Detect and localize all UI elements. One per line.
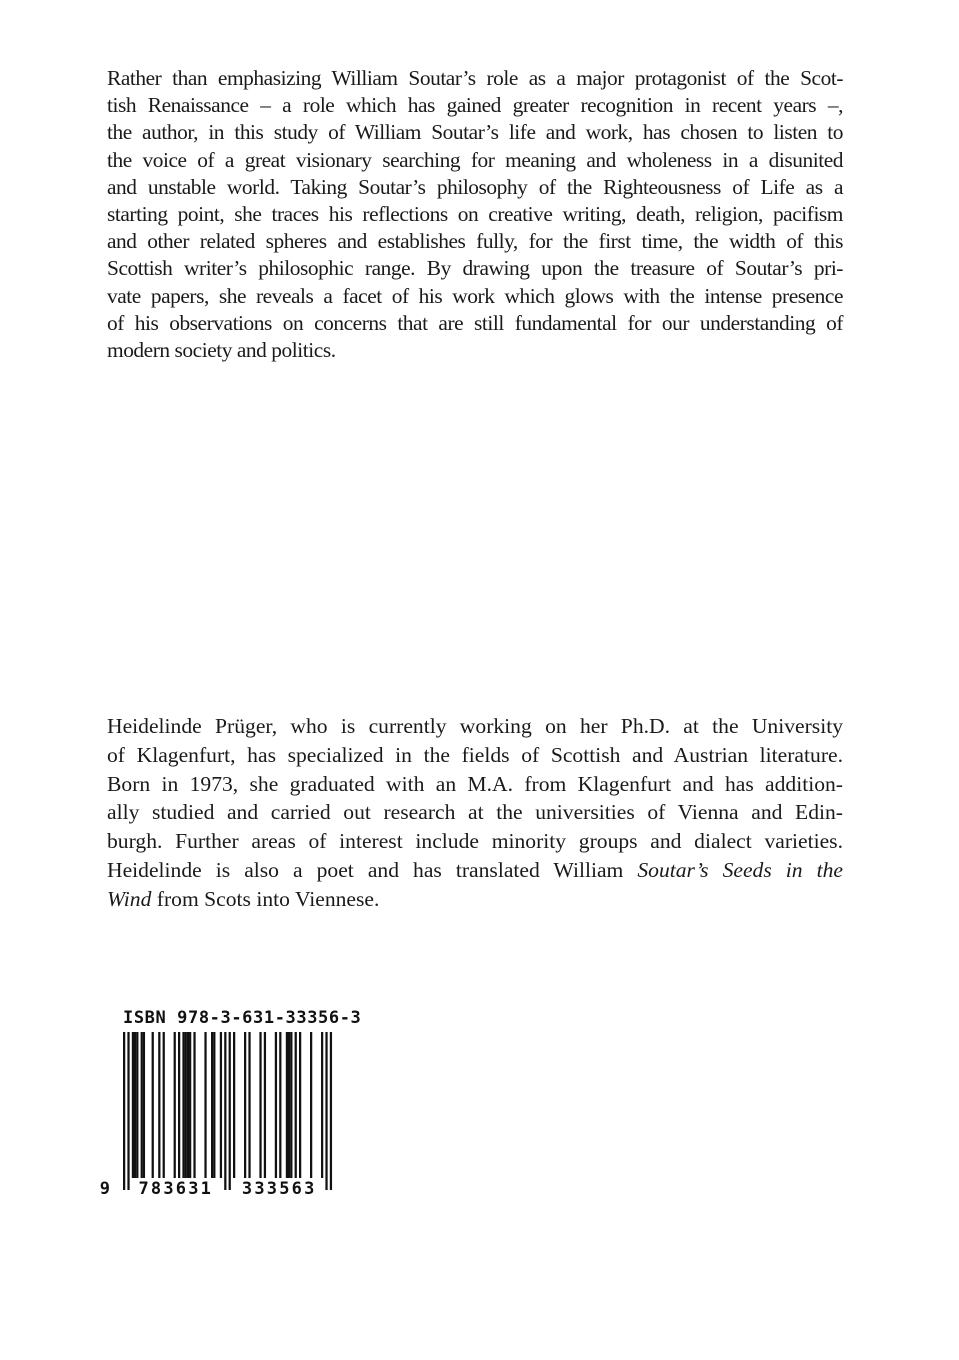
barcode-bar bbox=[134, 1032, 136, 1178]
barcode-bar bbox=[182, 1032, 184, 1178]
barcode-bar bbox=[187, 1032, 189, 1178]
description-line: and unstable world. Taking Soutar’s philosophy of the Righteousness of Life as a bbox=[107, 174, 843, 199]
barcode-bar bbox=[185, 1032, 187, 1178]
barcode-digits-left: 783631 bbox=[138, 1179, 214, 1199]
barcode-guard-bar bbox=[224, 1032, 226, 1190]
ean13-barcode bbox=[100, 1030, 340, 1210]
barcode-bar bbox=[193, 1032, 195, 1178]
book-title-italic: Soutar’s Seeds in the bbox=[637, 857, 843, 882]
barcode-bar bbox=[290, 1032, 292, 1178]
barcode-bar bbox=[163, 1032, 165, 1178]
barcode-bar bbox=[288, 1032, 290, 1178]
barcode-bar bbox=[132, 1032, 134, 1178]
isbn-barcode-block bbox=[100, 1008, 362, 1208]
barcode-bar bbox=[178, 1032, 180, 1178]
barcode-bar bbox=[189, 1032, 191, 1178]
isbn-label: ISBN 978-3-631-33356-3 bbox=[123, 1008, 362, 1028]
barcode-bar bbox=[275, 1032, 277, 1178]
description-line: of his observations on concerns that are still fundamental for our understanding of bbox=[107, 310, 843, 335]
description-line: tish Renaissance – a role which has gained greater recognition in recent years –, bbox=[107, 93, 843, 118]
barcode-bar bbox=[141, 1032, 143, 1178]
barcode-bar bbox=[158, 1032, 160, 1178]
barcode-bar bbox=[143, 1032, 145, 1178]
biography-line: Born in 1973, she graduated with an M.A. from Klagenfurt and has addition- bbox=[107, 771, 843, 796]
biography-line bbox=[107, 885, 843, 914]
biography-line: Heidelinde Prüger, who is currently working on her Ph.D. at the University bbox=[107, 714, 843, 738]
barcode-guard-bar bbox=[330, 1032, 332, 1190]
book-description bbox=[107, 65, 843, 364]
barcode-bar bbox=[321, 1032, 323, 1178]
barcode-bar bbox=[264, 1032, 266, 1178]
barcode-bar bbox=[310, 1032, 312, 1178]
biography-line: burgh. Further areas of interest include minority groups and dialect varieties. bbox=[107, 829, 843, 854]
barcode-bar bbox=[299, 1032, 301, 1178]
barcode-bar bbox=[211, 1032, 213, 1178]
description-line: the author, in this study of William Soutar’s life and work, has chosen to listen to bbox=[107, 120, 843, 145]
biography-line: of Klagenfurt, has specialized in the fields of Scottish and Austrian literature. bbox=[107, 742, 843, 767]
barcode-bar bbox=[213, 1032, 215, 1178]
barcode-bar bbox=[279, 1032, 281, 1178]
barcode-digit-first: 9 bbox=[100, 1179, 113, 1199]
description-line: vate papers, she reveals a facet of his work which glows with the intense presence bbox=[107, 283, 843, 308]
description-line: Rather than emphasizing William Soutar’s role as a major protagonist of the Scot- bbox=[107, 66, 843, 90]
barcode-bar bbox=[295, 1032, 297, 1178]
description-line: starting point, she traces his reflections on creative writing, death, religion, pacifism bbox=[107, 202, 843, 227]
barcode-bar bbox=[174, 1032, 176, 1178]
barcode-bar bbox=[248, 1032, 250, 1178]
barcode-bar bbox=[136, 1032, 138, 1178]
barcode-bar bbox=[220, 1032, 222, 1178]
description-line: and other related spheres and establishes fully, for the first time, the width of this bbox=[107, 229, 843, 254]
barcode-bar bbox=[204, 1032, 206, 1178]
barcode-bar bbox=[152, 1032, 154, 1178]
biography-line: ally studied and carried out research at the universities of Vienna and Edin- bbox=[107, 800, 843, 825]
biography-line bbox=[107, 856, 843, 885]
description-line: Scottish writer’s philosophic range. By drawing upon the treasure of Soutar’s pri- bbox=[107, 256, 843, 281]
description-line: the voice of a great visionary searching for meaning and wholeness in a disunited bbox=[107, 147, 843, 172]
barcode-bar bbox=[259, 1032, 261, 1178]
biography-text: Heidelinde is also a poet and has translated William bbox=[107, 857, 638, 882]
book-title-italic: Wind bbox=[107, 886, 152, 911]
barcode-digits-right: 333563 bbox=[241, 1179, 317, 1199]
barcode-guard-bar bbox=[229, 1032, 231, 1190]
author-biography bbox=[107, 712, 843, 914]
barcode-guard-bar bbox=[127, 1032, 129, 1190]
biography-text: from Scots into Viennese. bbox=[151, 886, 380, 911]
barcode-bar bbox=[286, 1032, 288, 1178]
barcode-bar bbox=[244, 1032, 246, 1178]
barcode-guard-bar bbox=[123, 1032, 125, 1190]
description-line: modern society and politics. bbox=[107, 338, 336, 363]
barcode-guard-bar bbox=[325, 1032, 327, 1190]
barcode-bar bbox=[233, 1032, 235, 1178]
